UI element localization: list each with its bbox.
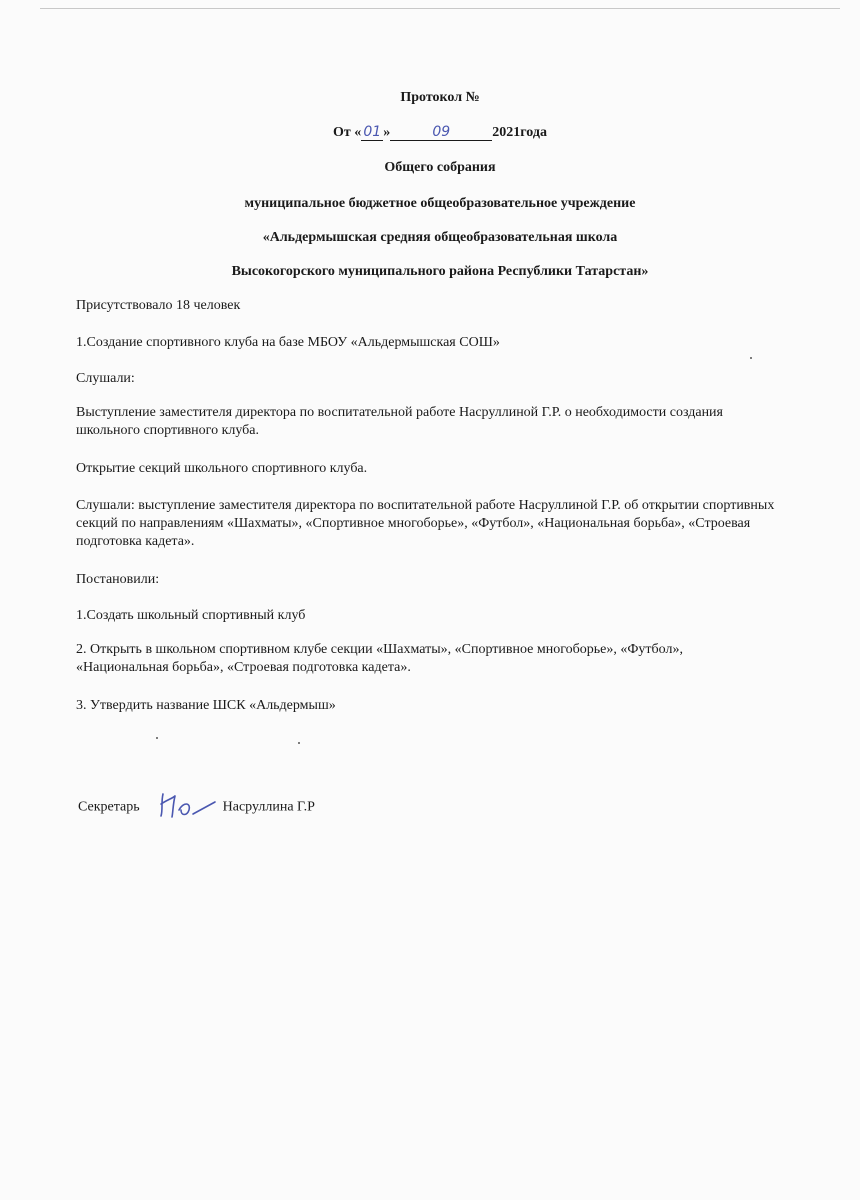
date-mid: »: [383, 125, 391, 140]
protocol-title: Протокол №: [400, 90, 480, 105]
decided-label: Постановили:: [76, 572, 160, 587]
decision-2: 2. Открыть в школьном спортивном клубе секции «Шахматы», «Спортивное многоборье», «Футбол», «Национальная борьба», «Строевая подготовка кадета».: [76, 642, 683, 675]
org-line-3: Высокогорского муниципального района Республики Татарстан»: [231, 264, 649, 279]
date-month: 09: [390, 124, 492, 141]
agenda-item-1: 1.Создание спортивного клуба на базе МБОУ «Альдермышская СОШ»: [76, 335, 500, 350]
org-line-1: муниципальное бюджетное общеобразовательное учреждение: [244, 196, 636, 211]
scan-speck: [156, 737, 158, 739]
scan-edge-line: [40, 8, 840, 9]
agenda-item-2: Открытие секций школьного спортивного клуба.: [76, 461, 368, 476]
heard-text-2: Слушали: выступление заместителя директора по воспитательной работе Насруллиной Г.Р. об открытии спортивных секций по направлениям «Шахматы», «Спортивное многоборье», «Футбол», «Национальная борьба», «Строевая подготовка кадета».: [76, 498, 775, 549]
meeting-title: Общего собрания: [384, 160, 496, 175]
secretary-block: [78, 790, 315, 825]
attendance-text: Присутствовало 18 человек: [76, 298, 241, 313]
heard-label: Слушали:: [76, 371, 135, 386]
secretary-name: Насруллина Г.Р: [222, 799, 315, 815]
scan-speck: [750, 357, 752, 359]
scan-speck: [298, 742, 300, 744]
date-prefix: От «: [333, 125, 362, 140]
heard-text-1: Выступление заместителя директора по воспитательной работе Насруллиной Г.Р. о необходимости создания школьного спортивного клуба.: [76, 405, 723, 438]
secretary-label: Секретарь: [78, 799, 140, 815]
date-year: 2021года: [492, 125, 547, 140]
protocol-date: [0, 124, 860, 141]
date-day: 01: [361, 124, 383, 141]
decision-1: 1.Создать школьный спортивный клуб: [76, 608, 306, 623]
decision-3: 3. Утвердить название ШСК «Альдермыш»: [76, 698, 336, 713]
handwritten-signature: [157, 790, 219, 825]
org-line-2: «Альдермышская средняя общеобразовательная школа: [262, 230, 618, 245]
